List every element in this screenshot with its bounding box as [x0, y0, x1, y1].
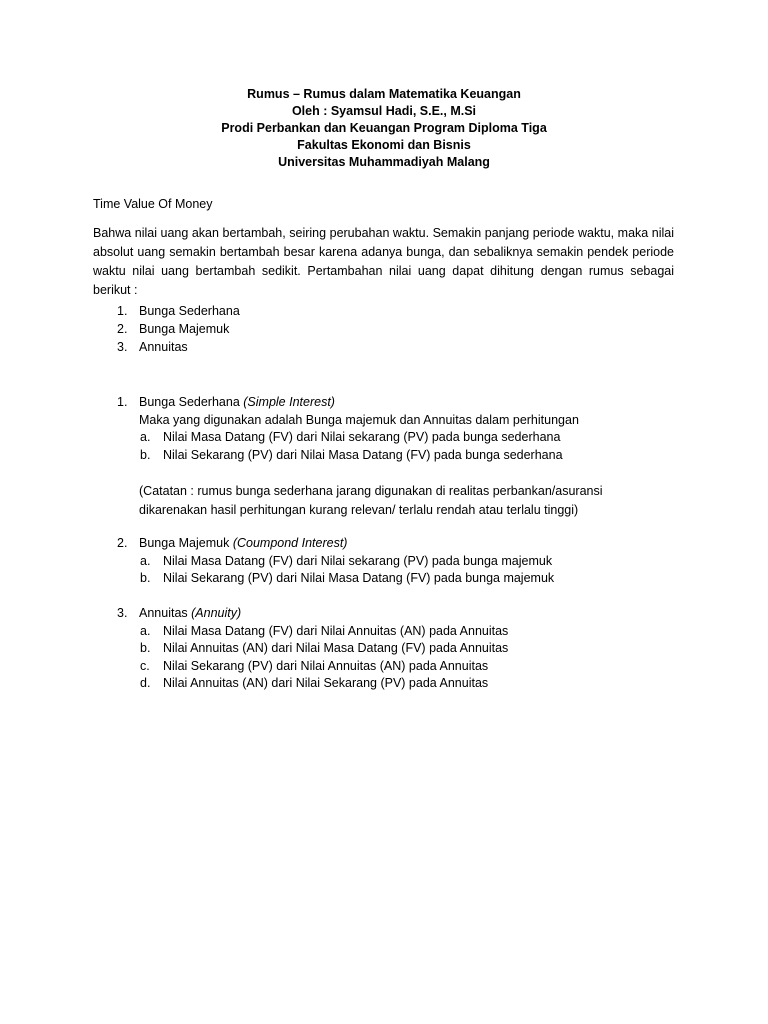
list-label: Bunga Sederhana: [139, 304, 240, 318]
list-item: [93, 623, 693, 641]
list-item: [93, 570, 693, 588]
item-text: Nilai Masa Datang (FV) dari Nilai sekarang (PV) pada bunga sederhana: [163, 430, 561, 444]
list-number: 3.: [117, 340, 128, 354]
item-letter: d.: [140, 676, 151, 690]
header-program: Prodi Perbankan dan Keuangan Program Diploma Tiga: [221, 121, 547, 135]
section-heading-title: Annuitas: [139, 606, 192, 620]
list-item: [93, 675, 693, 693]
list-label: Annuitas: [139, 340, 188, 354]
list-item: [93, 429, 693, 447]
note-paragraph: (Catatan : rumus bunga sederhana jarang digunakan di realitas perbankan/asuransi dikarenakan hasil perhitungan kurang relevan/ terlalu rendah atau terlalu tinggi): [139, 484, 603, 517]
header-author: Oleh : Syamsul Hadi, S.E., M.Si: [291, 104, 477, 118]
item-letter: b.: [140, 641, 151, 655]
list-label: Bunga Majemuk: [139, 322, 230, 336]
header-faculty: Fakultas Ekonomi dan Bisnis: [297, 138, 471, 152]
header-title: Rumus – Rumus dalam Matematika Keuangan: [247, 87, 521, 101]
item-letter: b.: [140, 447, 151, 462]
section-heading: [93, 535, 693, 553]
item-letter: a.: [140, 430, 151, 444]
list-item: [93, 553, 693, 571]
item-text: Nilai Annuitas (AN) dari Nilai Masa Datang (FV) pada Annuitas: [163, 641, 509, 655]
list-item: [93, 447, 693, 465]
section-heading-title: Bunga Majemuk: [139, 536, 233, 550]
item-letter: b.: [140, 571, 151, 585]
list-item: [93, 339, 240, 357]
section-heading: [93, 605, 693, 623]
list-number: 2.: [117, 322, 128, 336]
item-text: Nilai Masa Datang (FV) dari Nilai Annuitas (AN) pada Annuitas: [163, 623, 509, 638]
section-simple-interest: [93, 394, 693, 520]
item-text: Nilai Annuitas (AN) dari Nilai Sekarang (PV) pada Annuitas: [163, 676, 489, 690]
list-item: [93, 303, 240, 321]
section-description: Maka yang digunakan adalah Bunga majemuk dan Annuitas dalam perhitungan: [139, 412, 579, 427]
item-text: Nilai Masa Datang (FV) dari Nilai sekarang (PV) pada bunga majemuk: [163, 553, 553, 568]
item-text: Nilai Sekarang (PV) dari Nilai Masa Datang (FV) pada bunga sederhana: [163, 447, 563, 462]
item-text: Nilai Sekarang (PV) dari Nilai Masa Datang (FV) pada bunga majemuk: [163, 571, 555, 585]
section-title: Time Value Of Money: [93, 197, 213, 211]
list-number: 1.: [117, 304, 128, 318]
document-header: [0, 86, 768, 171]
item-letter: c.: [140, 658, 150, 673]
section-compound-interest: [93, 535, 693, 588]
header-university: Universitas Muhammadiyah Malang: [278, 155, 490, 169]
section-annuity: [93, 605, 693, 693]
section-heading: [93, 394, 693, 412]
list-item: [93, 658, 693, 676]
list-item: [93, 640, 693, 658]
item-text: Nilai Sekarang (PV) dari Nilai Annuitas (AN) pada Annuitas: [163, 658, 489, 673]
summary-list: [93, 303, 240, 357]
item-letter: a.: [140, 623, 151, 638]
section-heading-english: (Coumpond Interest): [232, 536, 348, 550]
list-item: [93, 321, 240, 339]
section-heading-english: (Annuity): [191, 606, 242, 620]
section-number: 3.: [117, 606, 128, 620]
section-number: 1.: [117, 395, 128, 409]
item-letter: a.: [140, 553, 151, 568]
section-heading-english: (Simple Interest): [243, 395, 335, 409]
section-number: 2.: [117, 536, 128, 550]
intro-paragraph: Bahwa nilai uang akan bertambah, seiring perubahan waktu. Semakin panjang periode waktu, maka nilai absolut uang semakin bertambah besar karena adanya bunga, dan sebaliknya semakin pendek periode waktu nilai uang bertambah sedikit. Pertambahan nilai uang dapat dihitung dengan rumus sebagai berikut :: [93, 226, 674, 297]
section-heading-title: Bunga Sederhana: [139, 395, 244, 409]
